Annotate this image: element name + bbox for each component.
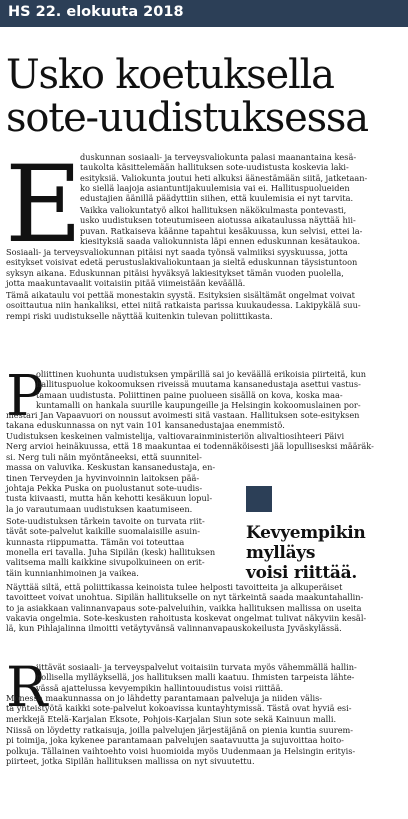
article-line: ko siellä laajoja asiantuntijakuulemisia vai ei. Hallituspuolueiden bbox=[80, 182, 350, 193]
article-line: vässä ajattelussa kevyempikin hallintouudistus voisi riittää. bbox=[36, 682, 284, 693]
article-line: tamaan uudistusta. Poliittinen paine puolueen sisällä on kova, koska maa- bbox=[36, 389, 343, 400]
article-line: kiesityksiä saada valiokunnista läpi ennen eduskunnan kesätaukoa. bbox=[80, 235, 361, 246]
article-line: duskunnan sosiaali- ja terveysvaliokunta palasi maanantaina kesä- bbox=[80, 152, 357, 162]
article-line: syksyn aikana. Eduskunnan pitäisi hyväksyä lakiesitykset tämän vuoden puolella, bbox=[6, 267, 344, 278]
article-line: Vaikka valiokuntatyö alkoi hallituksen näkökulmasta pontevasti, bbox=[80, 205, 347, 215]
article-line: usko uudistuksen toteutumiseen aiotussa aikataulussa näyttää hii- bbox=[80, 215, 356, 226]
article-line: pi toimija, joka kykenee parantamaan palvelujen saatavuutta ja sujuvoittaa hoito- bbox=[6, 735, 344, 746]
headline-line: sote-uudistuksessa bbox=[6, 95, 368, 141]
article-line: kunnasta riippumatta. Tämän voi toteuttaa bbox=[6, 536, 185, 547]
headline bbox=[6, 54, 402, 140]
article-line: lä, kun Pihlajalinna ilmoitti vetäytyvänsä valinnanvapauskokeilusta Jyväskylässä. bbox=[6, 623, 342, 634]
article-line: piirteet, jotka Sipilän hallituksen mallissa on nyt sivuutettu. bbox=[6, 755, 255, 766]
article-line: tävät sote-palvelut kaikille suomalaisille asuin- bbox=[6, 526, 201, 537]
article-line: hallituspuolue kokoomuksen riveissä muutama kansanedustaja asettui vastus- bbox=[36, 379, 361, 390]
article-line: Sote-uudistuksen tärkein tavoite on turvata riit- bbox=[6, 516, 205, 526]
newspaper-date-header bbox=[0, 0, 408, 27]
header-text: HS 22. elokuuta 2018 bbox=[8, 4, 184, 20]
article-line: oliittinen kuohunta uudistuksen ympärillä sai jo keväällä erikoisia piirteitä, kun bbox=[36, 369, 367, 379]
article-line: esitykset voisivat edetä perustuslakivaliokuntaan ja sieltä eduskunnan täysistuntoon bbox=[6, 257, 358, 268]
article-line: Monessa maakunnassa on jo lähdetty parantamaan palveluja ja niiden välis- bbox=[6, 693, 323, 703]
pullquote: Kevyempikin mylläys voisi riittää. bbox=[246, 523, 366, 583]
article-line: Uudistuksen keskeinen valmistelija, valtiovarainministeriön alivaltiosihteeri Päivi bbox=[6, 431, 345, 441]
article-line: mestari Jan Vapaavuori on noussut avoimesti sitä vastaan. Hallituksen sote-esityksen bbox=[6, 410, 360, 420]
article-line: osoittautua niin hankaliksi, ettei niitä ratkaista parissa kuukaudessa. Lakipykälä suu- bbox=[6, 300, 361, 311]
article-line: polkuja. Tällainen vaihtoehto voisi huomioida myös Uudenmaan ja Helsingin erityis- bbox=[6, 745, 356, 756]
article-line: puvan. Ratkaiseva käänne tapahtui kesäkuussa, kun selvisi, ettei la- bbox=[80, 225, 363, 236]
article-line: kuntamalli on hankala suurille kaupungeille ja Helsingin kokoomuslainen por- bbox=[36, 399, 361, 410]
pullquote-marker bbox=[246, 486, 272, 512]
article-line: la jo varautumaan uudistuksen kaatumiseen. bbox=[6, 503, 193, 514]
drop-cap: R bbox=[6, 655, 48, 719]
article-line: tinen Terveyden ja hyvinvoinnin laitoksen pää- bbox=[6, 472, 200, 483]
article-line: massa on valuvika. Keskustan kansanedustaja, en- bbox=[6, 462, 216, 473]
drop-cap: E bbox=[5, 143, 83, 266]
article-line: Näyttää siltä, että poliittikassa keinoista tulee helposti tavoitteita ja alkuperäiset bbox=[6, 582, 343, 592]
article-line: taukolta käsittelemään hallituksen sote-uudistusta koskevia laki- bbox=[80, 162, 349, 173]
article-line: si. Nerg tuli näin myöntäneeksi, että suunnitel- bbox=[6, 452, 202, 462]
article-line: Nerg arvioi heinäkuussa, että 18 maakuntaa ei todennäköisesti jää lopullisesksi määräk- bbox=[6, 441, 374, 451]
headline-line: Usko koetuksella bbox=[6, 52, 334, 98]
article-line: valitsema malli kaikkine sivupolkuineen on erit- bbox=[6, 557, 205, 568]
article-line: takana eduskunnassa on nyt vain 101 kansanedustajaa enemmistö. bbox=[6, 420, 285, 430]
article-line: Niissä on löydetty ratkaisuja, joilla palvelujen järjestäjänä on pienia kuntia suurem- bbox=[6, 725, 354, 735]
article-line: merkkejä Etelä-Karjalan Eksote, Pohjois-Karjalan Siun sote sekä Kainuun malli. bbox=[6, 713, 337, 724]
article-line: tusta kiivaasti, mutta hän kehotti kesäkuun lopul- bbox=[6, 493, 213, 504]
article-line: nollisella mylläyksellä, jos hallituksen malli kaatuu. Ihmisten tarpeista lähte- bbox=[36, 672, 355, 683]
article-line: Sosiaali- ja terveysvaliokunnan pitäisi nyt saada työnsä valmiiksi syyskuussa, jotta bbox=[6, 247, 348, 257]
article-line: to ja asiakkaan valinnanvapaus sote-palveluihin, vaikka hallituksen mallissa on useita bbox=[6, 602, 362, 613]
article-line: iittävät sosiaali- ja terveyspalvelut voitaisiin turvata myös vähemmällä hallin- bbox=[36, 662, 357, 672]
article-line: esityksiä. Valiokunta joutui heti alkuksi äänestämään siitä, jatketaan- bbox=[80, 172, 368, 183]
article-line: tä yhteistyötä kaikki sote-palvelut kokoavissa kuntayhtymissä. Tästä ovat hyviä esi- bbox=[6, 703, 352, 714]
article-line: rempi riski uudistukselle näyttää kuitenkin tulevan poliittikasta. bbox=[6, 310, 273, 321]
article-line: tavoitteet voivat unohtua. Sipilän hallitukselle on nyt tärkeintä saada maakuntahallin- bbox=[6, 592, 364, 603]
article-line: monella eri tavalla. Juha Sipilän (kesk) hallituksen bbox=[6, 546, 216, 557]
drop-cap: P bbox=[6, 364, 44, 429]
article-line: jotta maakuntavaalit voitaisiin pitää viimeistään keväällä. bbox=[6, 277, 246, 288]
article-line: johtaja Pekka Puska on puolustanut sote-uudis- bbox=[6, 482, 203, 493]
article-line: Tämä aikataulu voi pettää monestakin syystä. Esityksien sisältämät ongelmat voivat bbox=[6, 290, 355, 300]
article-line: täin kunnianhimoinen ja vaikea. bbox=[6, 567, 139, 578]
article-line: vakavia ongelmia. Sote-keskusten rahoitusta koskevat ongelmat tulivat näkyviin kesäl- bbox=[6, 612, 367, 623]
article-line: edustajien äänillä päädyttiin siihen, että kuulemisia ei nyt tarvita. bbox=[80, 193, 354, 204]
